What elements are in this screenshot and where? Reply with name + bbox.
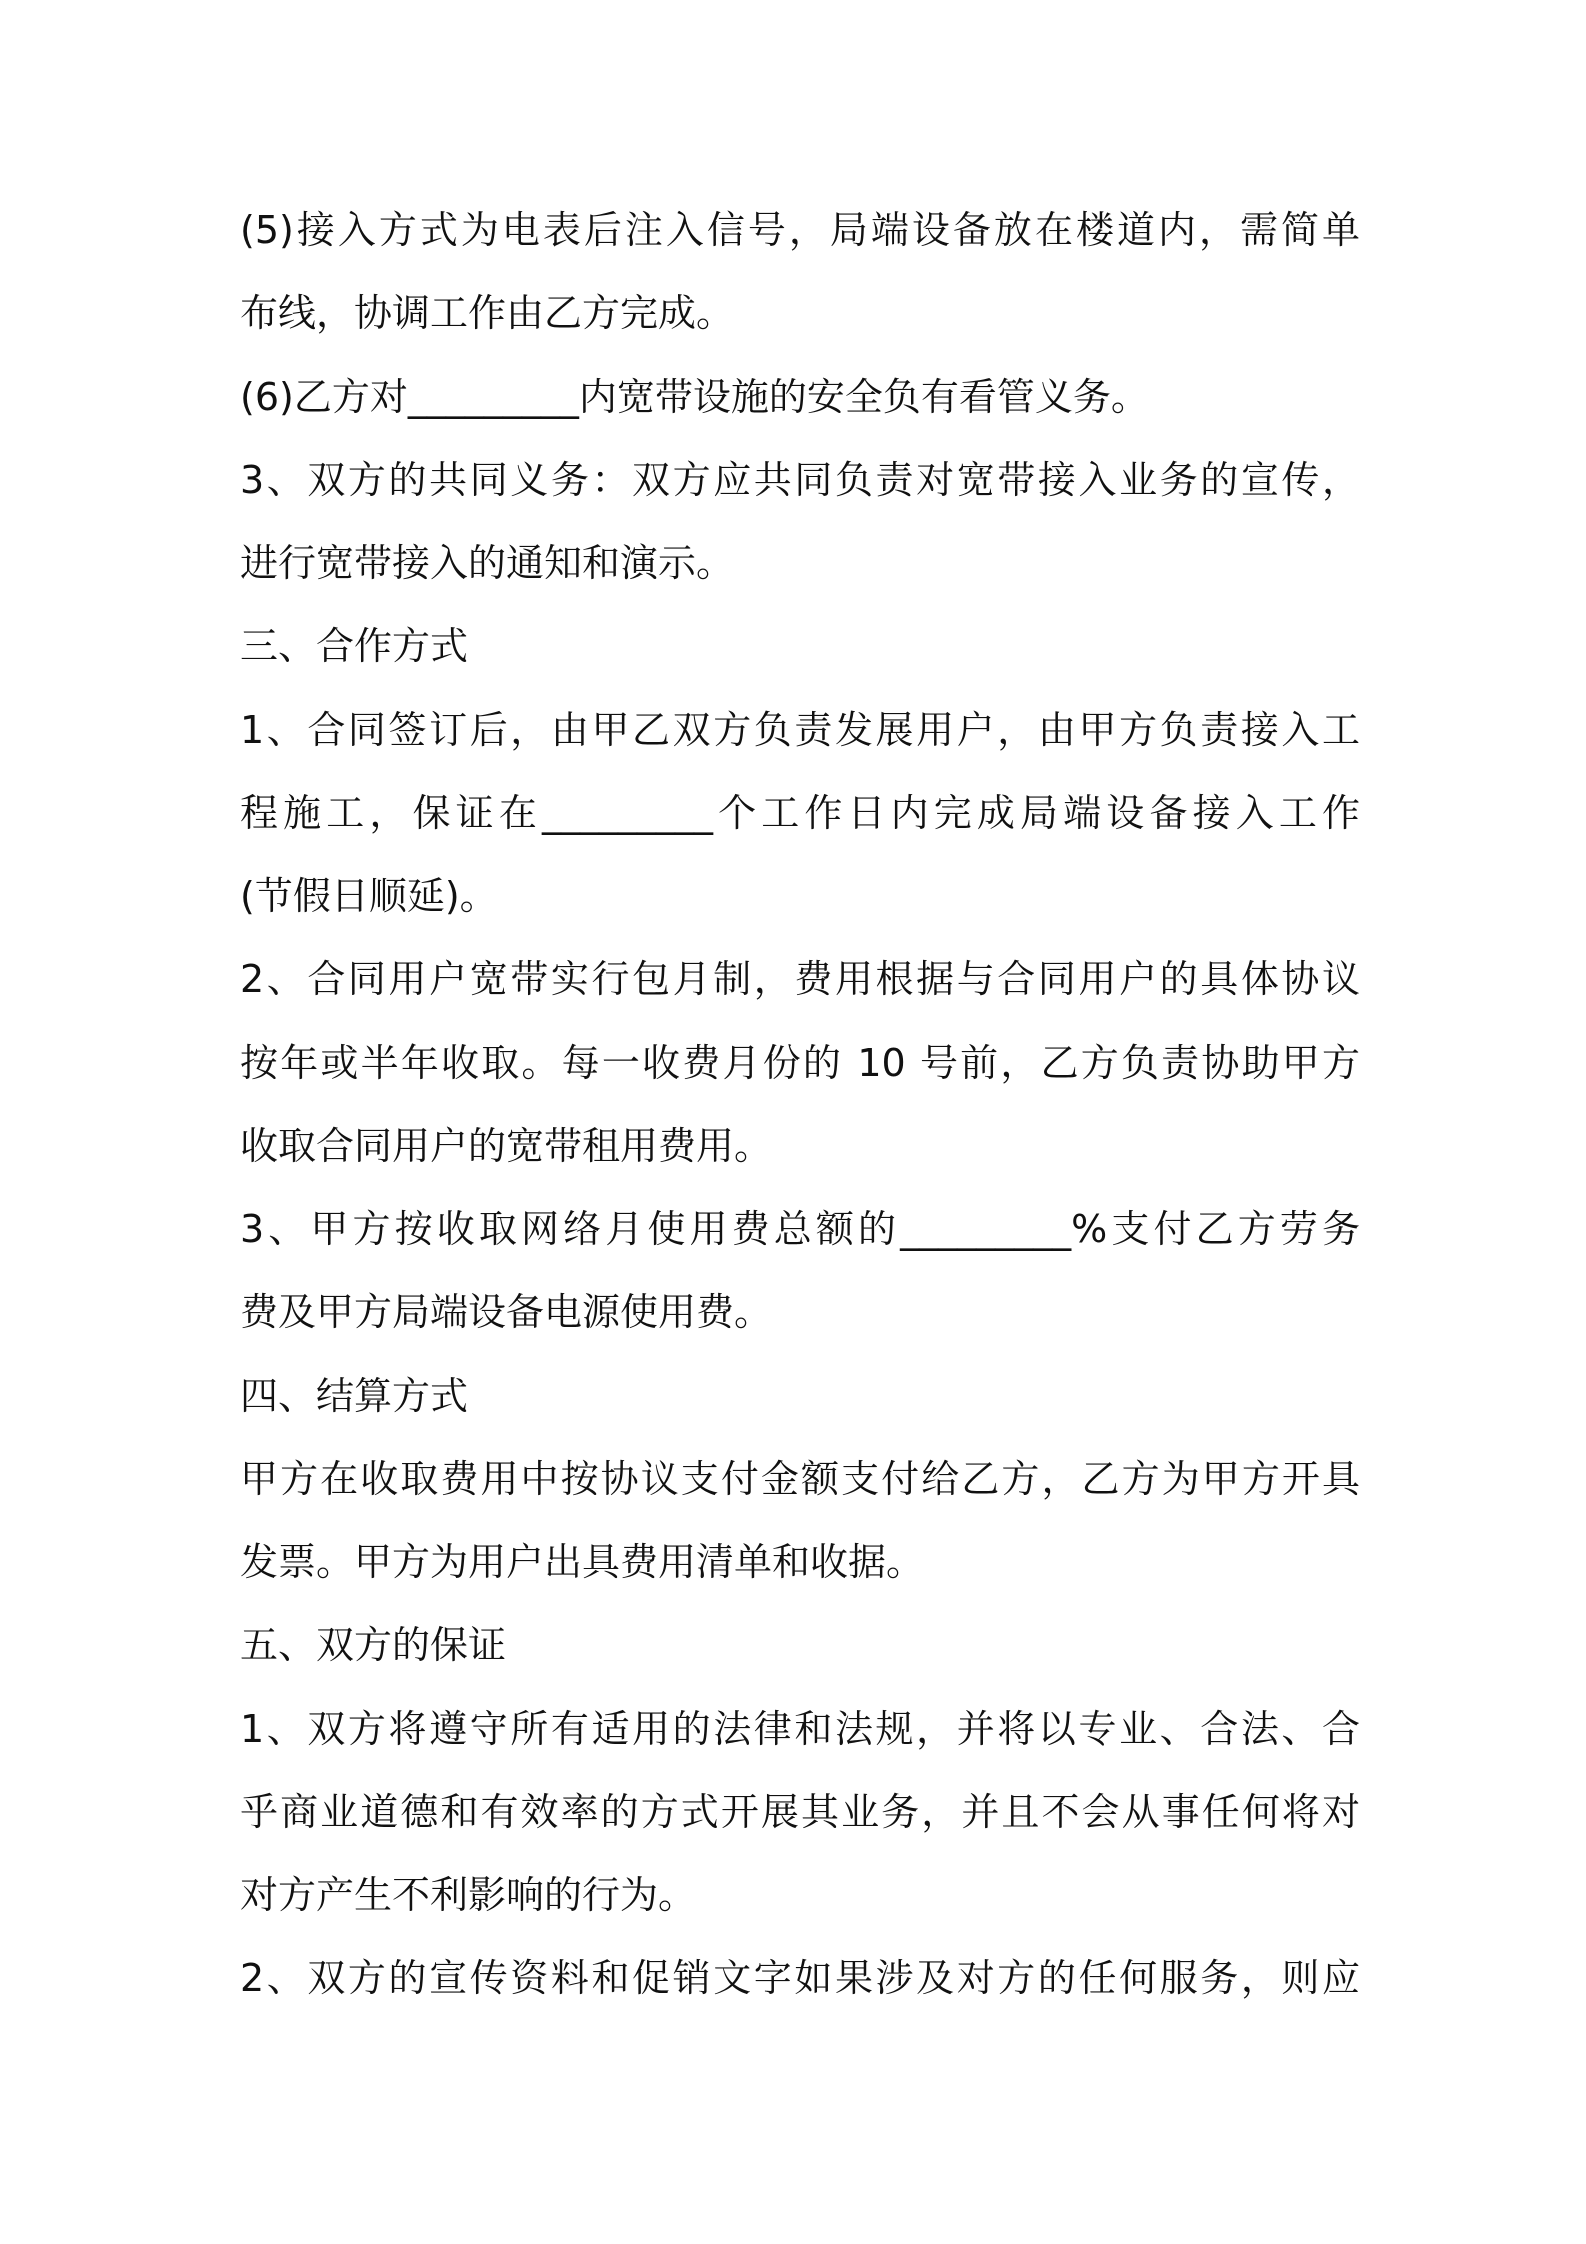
text-line: 收取合同用户的宽带租用费用。 bbox=[240, 1124, 773, 1168]
text-line: 2、合同用户宽带实行包月制，费用根据与合同用户的具体协议 bbox=[240, 957, 1360, 1001]
text-line: 布线，协调工作由乙方完成。 bbox=[240, 291, 735, 335]
text-line: (5)接入方式为电表后注入信号，局端设备放在楼道内，需简单 bbox=[240, 208, 1360, 252]
text-line: 1、合同签订后，由甲乙双方负责发展用户，由甲方负责接入工 bbox=[240, 708, 1360, 752]
text-line: 3、双方的共同义务：双方应共同负责对宽带接入业务的宣传， bbox=[240, 458, 1360, 502]
section-heading: 三、合作方式 bbox=[240, 624, 469, 668]
section-heading: 五、双方的保证 bbox=[240, 1623, 507, 1667]
text-line: 程施工，保证在_________个工作日内完成局端设备接入工作 bbox=[240, 791, 1360, 835]
text-line: (6)乙方对_________内宽带设施的安全负有看管义务。 bbox=[240, 375, 1149, 419]
text-line: 乎商业道德和有效率的方式开展其业务，并且不会从事任何将对 bbox=[240, 1790, 1360, 1834]
text-line: 2、双方的宣传资料和促销文字如果涉及对方的任何服务，则应 bbox=[240, 1956, 1360, 2000]
section-heading: 四、结算方式 bbox=[240, 1374, 469, 1418]
text-line: 按年或半年收取。每一收费月份的 10 号前，乙方负责协助甲方 bbox=[240, 1041, 1360, 1085]
text-line: 进行宽带接入的通知和演示。 bbox=[240, 541, 735, 585]
text-line: (节假日顺延)。 bbox=[240, 874, 498, 918]
text-line: 甲方在收取费用中按协议支付金额支付给乙方，乙方为甲方开具 bbox=[240, 1457, 1360, 1501]
text-line: 对方产生不利影响的行为。 bbox=[240, 1873, 697, 1917]
text-line: 发票。甲方为用户出具费用清单和收据。 bbox=[240, 1540, 925, 1584]
text-line: 1、双方将遵守所有适用的法律和法规，并将以专业、合法、合 bbox=[240, 1707, 1360, 1751]
text-line: 3、甲方按收取网络月使用费总额的_________%支付乙方劳务 bbox=[240, 1207, 1360, 1251]
text-line: 费及甲方局端设备电源使用费。 bbox=[240, 1290, 773, 1334]
